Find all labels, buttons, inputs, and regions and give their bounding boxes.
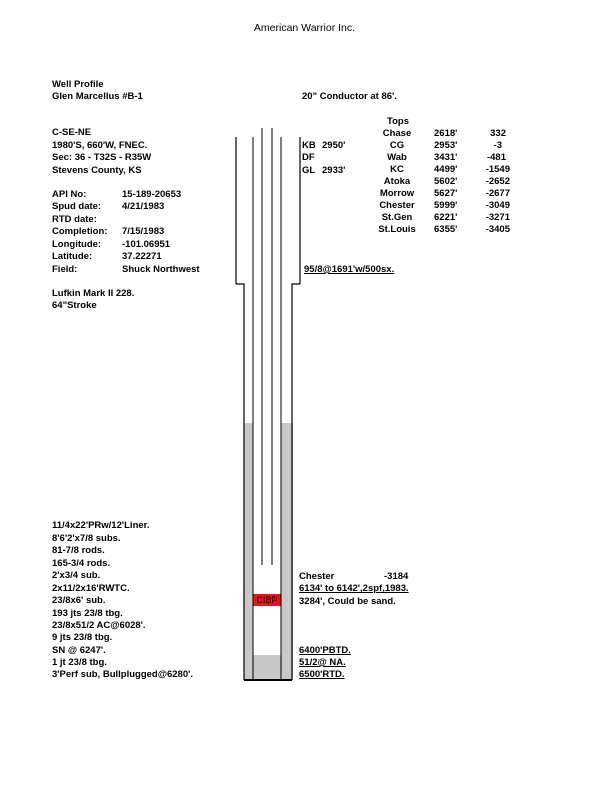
pbtd-note: 6400'PBTD.: [299, 645, 351, 656]
elevation-label: KB: [302, 140, 316, 151]
info-value: 15-189-20653: [122, 189, 182, 200]
equipment-item: 8'6'2'x7/8 subs.: [52, 533, 121, 544]
top-name: Chester: [379, 200, 415, 211]
production-casing-left: [236, 284, 244, 680]
top-depth: 5627': [434, 188, 458, 199]
info-label: Completion:: [52, 226, 108, 237]
top-name: Morrow: [379, 188, 415, 199]
equipment-item: 11/4x22'PRw/12'Liner.: [52, 520, 150, 531]
top-depth: 3431': [434, 152, 458, 163]
bottom-fill: [253, 655, 281, 679]
top-datum: -3271: [485, 212, 510, 223]
top-depth: 2953': [434, 140, 458, 151]
elevation-label: DF: [302, 152, 315, 163]
top-datum: -3405: [485, 224, 510, 235]
pumping-unit: Lufkin Mark II 228.: [52, 288, 135, 299]
location-line: Sec: 36 - T32S - R35W: [52, 152, 152, 163]
equipment-item: 2x11/2x16'RWTC.: [52, 583, 130, 594]
equipment-item: SN @ 6247'.: [52, 645, 106, 656]
equipment-item: 1 jt 23/8 tbg.: [52, 657, 107, 668]
top-depth: 5602': [434, 176, 458, 187]
top-datum: -2677: [485, 188, 510, 199]
info-value: Shuck Northwest: [122, 264, 200, 275]
well-name: Glen Marcellus #B-1: [52, 91, 143, 102]
top-depth: 6221': [434, 212, 458, 223]
top-name: Chase: [382, 128, 412, 139]
info-label: API No:: [52, 189, 87, 200]
top-datum: -3: [493, 140, 502, 151]
surface-casing-note: 95/8@1691'w/500sx.: [304, 264, 395, 275]
top-datum: -3049: [485, 200, 510, 211]
production-casing-right: [292, 284, 300, 680]
info-value: 37.22271: [122, 251, 162, 262]
top-datum: -1549: [485, 164, 510, 175]
top-name: Wab: [387, 152, 407, 163]
profile-title: Well Profile: [52, 79, 104, 90]
equipment-item: 165-3/4 rods.: [52, 558, 111, 569]
production-casing-note: 51/2@ NA.: [299, 657, 346, 668]
info-label: Field:: [52, 264, 78, 275]
equipment-item: 3'Perf sub, Bullplugged@6280'.: [52, 669, 194, 680]
location-line: 1980'S, 660'W, FNEC.: [52, 140, 148, 151]
location-line: Stevens County, KS: [52, 165, 142, 176]
top-name: Atoka: [383, 176, 411, 187]
elevation-label: GL: [302, 165, 316, 176]
cibp-label: CIBP: [256, 595, 278, 605]
info-value: -101.06951: [122, 239, 171, 250]
equipment-item: 81-7/8 rods.: [52, 545, 105, 556]
top-depth: 4499': [434, 164, 458, 175]
perforations-note: 6134' to 6142',2spf,1983.: [299, 583, 409, 594]
conductor-note: 20" Conductor at 86'.: [302, 91, 397, 102]
equipment-item: 2'x3/4 sub.: [52, 570, 101, 581]
equipment-item: 9 jts 23/8 tbg.: [52, 632, 113, 643]
elevation-value: 2950': [322, 140, 346, 151]
top-name: St.Louis: [378, 224, 416, 235]
top-datum: 332: [490, 128, 506, 139]
rtd-note: 6500'RTD.: [299, 669, 345, 680]
info-label: RTD date:: [52, 214, 97, 225]
equipment-item: 23/8x51/2 AC@6028'.: [52, 620, 146, 631]
top-depth: 5999': [434, 200, 458, 211]
zone-name: Chester: [299, 571, 335, 582]
top-depth: 2618': [434, 128, 458, 139]
info-value: 7/15/1983: [122, 226, 165, 237]
top-name: St.Gen: [381, 212, 413, 223]
info-label: Spud date:: [52, 201, 102, 212]
top-datum: -481: [486, 152, 506, 163]
info-value: 4/21/1983: [122, 201, 165, 212]
cibp-note: 3284', Could be sand.: [299, 596, 396, 607]
equipment-item: 23/8x6' sub.: [52, 595, 106, 606]
tops-header: Tops: [387, 116, 409, 127]
equipment-item: 193 jts 23/8 tbg.: [52, 608, 123, 619]
top-depth: 6355': [434, 224, 458, 235]
top-datum: -2652: [485, 176, 510, 187]
elevation-value: 2933': [322, 165, 346, 176]
top-name: KC: [390, 164, 404, 175]
info-label: Latitude:: [52, 251, 93, 262]
info-label: Longitude:: [52, 239, 102, 250]
casing-interior: [253, 423, 281, 679]
pumping-stroke: 64"Stroke: [52, 300, 97, 311]
top-name: CG: [389, 140, 405, 151]
company-name: American Warrior Inc.: [253, 22, 356, 34]
zone-datum: -3184: [384, 571, 409, 582]
location-line: C-SE-NE: [52, 127, 92, 138]
